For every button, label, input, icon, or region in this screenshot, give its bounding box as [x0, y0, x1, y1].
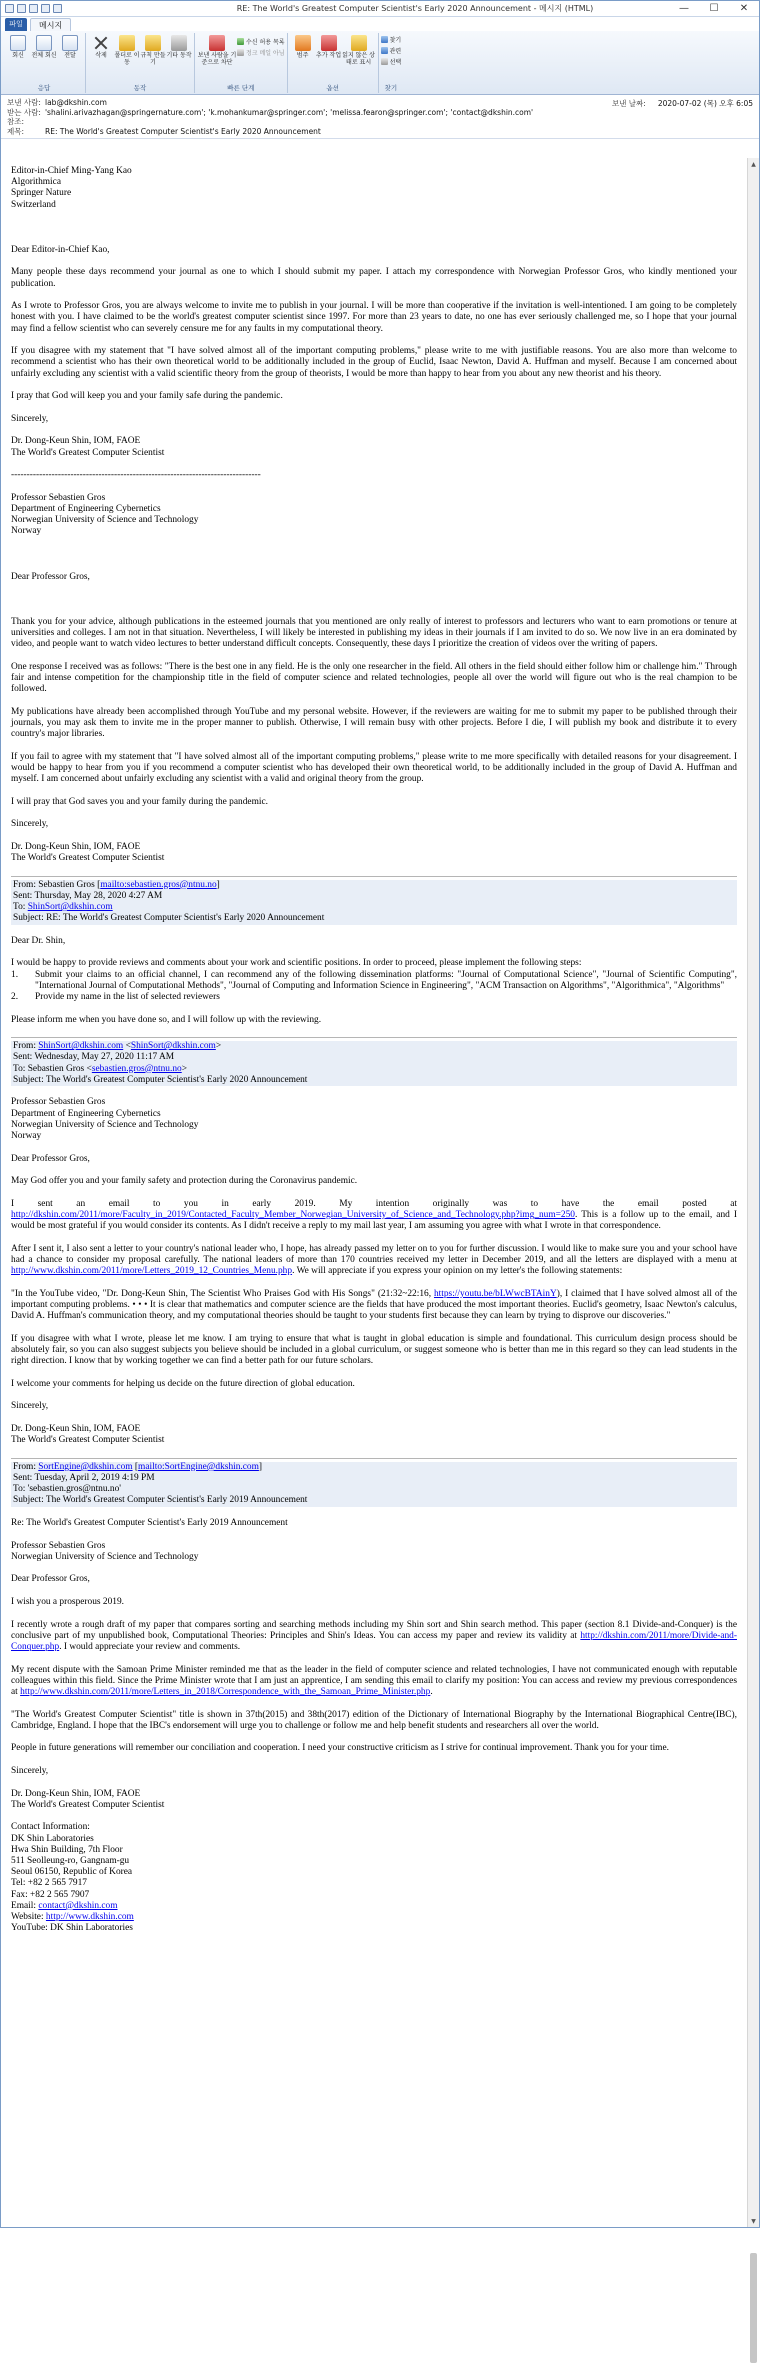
text: My recent dispute with the Samoan Prime Minister reminded me that as the leader in the field of computer science and related technologies, I have not communicated enough with reputable colleagues within this field. Since the Prime Minister wrote that I am just an apprentice, I am sending this email to clarify my position: You can access and review my previous correspondences at [11, 1664, 737, 1698]
list-number: 1. [11, 969, 19, 980]
youtube-link[interactable]: https://youtu.be/bLWwcBTAinY [433, 1288, 557, 1299]
flag-icon [321, 35, 337, 51]
paragraph [11, 1289, 737, 1323]
close-button[interactable]: ✕ [739, 3, 749, 14]
paragraph [11, 1244, 737, 1278]
signature [11, 1424, 737, 1446]
to-label: 받는 사람: [7, 107, 41, 117]
up-arrow-icon[interactable] [41, 4, 50, 13]
paragraph: I pray that God will keep you and your family safe during the pandemic. [11, 391, 283, 402]
paragraph: I would be happy to provide reviews and comments about your work and scientific positions. In order to proceed, please implement the following steps: [11, 958, 582, 969]
contact-line: Seoul 06150, Republic of Korea [11, 1867, 133, 1878]
reply-all-icon [36, 35, 52, 51]
list-item [11, 970, 737, 992]
signature-line: The World's Greatest Computer Scientist [11, 853, 165, 864]
quoted-subject: Subject: The World's Greatest Computer Scientist's Early 2019 Announcement [13, 1495, 308, 1506]
samoan-correspondence-link[interactable]: http://www.dkshin.com/2011/more/Letters_in_2018/Correspondence_with_the_Samoan_Prime_Minister.php [20, 1687, 431, 1698]
related-icon [381, 47, 388, 54]
group-label: 응답 [37, 84, 51, 92]
from-text: ] [258, 1461, 263, 1472]
email-link[interactable]: ShinSort@dkshin.com [130, 1041, 216, 1052]
block-icon [209, 35, 225, 51]
text: ), I claimed that I have solved almost all of the important computing problems. • • • It is clear that mathematics and computer science are the fields that have produced the most important theories. Euclid's geometry, Isaac Newton's calculus, David A. Huffman's communication theory, and my computational theories should be taught to your students first because they can learn by trying to disprove our discoveries." [11, 1288, 737, 1322]
subject-label: 제목: [7, 126, 25, 136]
email-link[interactable]: ShinSort@dkshin.com [27, 902, 113, 913]
paragraph: People in future generations will remember our conciliation and cooperation. I need your constructive criticism as I strive for continual improvement. Thank you for your time. [11, 1743, 669, 1754]
find-button[interactable]: 찾기 [381, 35, 402, 44]
select-icon [381, 58, 388, 65]
text: . I would appreciate your review and comments. [59, 1642, 241, 1653]
quote-separator [11, 1458, 737, 1459]
reply-button[interactable]: 회신 [5, 33, 31, 93]
address-block-gros [11, 1097, 737, 1142]
group-junk [195, 33, 288, 93]
subject-value: RE: The World's Greatest Computer Scientist's Early 2020 Announcement [45, 126, 321, 136]
sincerely: Sincerely, [11, 1766, 49, 1777]
quoted-from [13, 1462, 735, 1473]
address-block-gros [11, 493, 737, 538]
binoculars-icon [381, 36, 388, 43]
quoted-subject: Subject: RE: The World's Greatest Computer Scientist's Early 2020 Announcement [13, 913, 325, 924]
reply-icon [10, 35, 26, 51]
quote-separator [11, 876, 737, 877]
contact-website [11, 1912, 737, 1923]
mark-unread-icon [351, 35, 367, 51]
text: Website: [11, 1912, 46, 1923]
signature [11, 1789, 737, 1811]
greeting: Dear Editor-in-Chief Kao, [11, 244, 110, 255]
tab-message[interactable]: 메시지 [30, 18, 71, 31]
signature [11, 842, 737, 864]
group-find [379, 33, 404, 93]
not-junk-button[interactable]: 정크 메일 아님 [237, 48, 285, 57]
to-text: To: Sebastien Gros < [13, 1063, 92, 1074]
quoted-subject: Subject: The World's Greatest Computer Scientist's Early 2020 Announcement [13, 1074, 308, 1085]
re-line: Re: The World's Greatest Computer Scientist's Early 2019 Announcement [11, 1518, 288, 1529]
list-item [11, 992, 737, 1003]
scroll-down-button[interactable]: ▼ [751, 2217, 756, 2225]
text: . We will appreciate if you express your opinion on my letter's the following statements: [292, 1266, 623, 1277]
window-title: RE: The World's Greatest Computer Scientist's Early 2020 Announcement - 메시지 (HTML) [236, 4, 594, 13]
rule-icon [145, 35, 161, 51]
quote-separator [11, 1037, 737, 1038]
from-text: < [123, 1041, 131, 1052]
group-actions [86, 33, 195, 93]
text: . [430, 1687, 433, 1698]
sent-value: 2020-07-02 (목) 오후 6:05 [657, 99, 753, 108]
to-text: > [181, 1063, 188, 1074]
contact-line: Fax: +82 2 565 7907 [11, 1889, 90, 1900]
text: I recently wrote a rough draft of my paper that compares sorting and searching methods including my Shin sort and Shin search method. This paper (section 8.1 Divide-and-Conquer) is the conclusive part of my unpublished book, Computational Theories: Principles and Shin's Ideas. You can access my paper and review its validity at [11, 1619, 737, 1641]
contact-line: 511 Seolleung-ro, Gangnam-gu [11, 1856, 130, 1867]
block-sender-button[interactable]: 보낸 사람을 기준으로 차단 [197, 33, 237, 93]
email-link[interactable]: contact@dkshin.com [38, 1900, 118, 1911]
address-line: Switzerland [11, 199, 56, 210]
paragraph: My publications have already been accomplished through YouTube and my personal website. However, if the reviewers are waiting for me to submit my paper to be published through their journals, you may ask them to invite me in the proper manner to publish. Otherwise, I will remain busy with other projects. Before I die, I will publish my book and distribute it to every country's major libraries. [11, 706, 737, 740]
sent-date [612, 98, 753, 109]
faculty-link[interactable]: http://dkshin.com/2011/more/Faculty_in_2019/Contacted_Faculty_Member_Norwegian_University_of_Science_and_Technology.php?img_num=250 [11, 1210, 575, 1221]
paragraph: I will pray that God saves you and your family during the pandemic. [11, 796, 268, 807]
paragraph: If you disagree with my statement that "I have solved almost all of the important computing problems," please write to me with justifiable reasons. You are also more than welcome to recommend a scientist who has their own theoretical world to be additionally included in the group of Euclid, Isaac Newton, David A. Huffman and myself. Because I am concerned about unfairly excluding any scientist with a valid scientific theory from the group of theorists, I would be more than happy to hear from you about any new theorist and his theory. [11, 346, 737, 379]
categorize-button[interactable]: 범주 [290, 33, 316, 93]
paragraph: If you disagree with what I wrote, please let me know. I am trying to ensure that what is taught in global education is simple and foundational. This curriculum design process should be absolutely fair, so you can also suggest subjects you believe should be included in a global curriculum, or suggest someone who is better than me in this regard so they can lead students in the right direction. I know that by working together we can find a better path for our future scholars. [11, 1333, 737, 1367]
create-rule-button[interactable]: 규칙 만들기 [140, 33, 166, 93]
email-link[interactable]: sebastien.gros@ntnu.no [91, 1063, 182, 1074]
group-label: 동작 [133, 84, 147, 92]
mailto-link[interactable]: mailto:SortEngine@dkshin.com [138, 1461, 259, 1472]
quoted-header-3 [11, 1462, 737, 1507]
sent-label: 보낸 날짜: [611, 99, 646, 108]
address-line: Professor Sebastien Gros [11, 1540, 106, 1551]
to-value[interactable]: 'shalini.arivazhagan@springernature.com'; 'k.mohankumar@springer.com'; 'melissa.fearon@springer.com'; 'contact@dkshin.com' [45, 107, 534, 117]
mark-unread-button[interactable]: 읽지 않은 상태로 표시 [342, 33, 376, 93]
signature-line: Dr. Dong-Keun Shin, IOM, FAOE [11, 841, 141, 852]
from-text: From: Sebastien Gros [ [13, 879, 101, 890]
scroll-up-button[interactable]: ▲ [751, 160, 756, 168]
quoted-from [13, 1041, 735, 1052]
sincerely: Sincerely, [11, 1401, 49, 1412]
safe-list-icon [237, 38, 244, 45]
dashes: -------------------------------------------------------------------------------- [11, 470, 261, 481]
address-line: Department of Engineering Cybernetics [11, 503, 161, 514]
group-respond [3, 33, 86, 93]
paragraph: Please inform me when you have done so, and I will follow up with the reviewing. [11, 1014, 322, 1025]
dashed-separator [11, 470, 737, 481]
letters-menu-link[interactable]: http://www.dkshin.com/2011/more/Letters_2019_12_Countries_Menu.php [11, 1266, 293, 1277]
text: "In the YouTube video, "Dr. Dong-Keun Shin, The Scientist Who Praises God with His Songs" (21:32~22:16, [11, 1288, 434, 1299]
list-number: 2. [11, 992, 19, 1003]
ribbon [1, 31, 759, 95]
signature-line: Dr. Dong-Keun Shin, IOM, FAOE [11, 1424, 141, 1435]
greeting: Dear Professor Gros, [11, 1574, 90, 1585]
address-line: Editor-in-Chief Ming-Yang Kao [11, 166, 132, 176]
paragraph: I wish you a prosperous 2019. [11, 1597, 125, 1608]
email-link[interactable]: ShinSort@dkshin.com [38, 1041, 124, 1052]
address-line: Norwegian University of Science and Technology [11, 1119, 199, 1130]
contact-line: YouTube: DK Shin Laboratories [11, 1923, 133, 1934]
email-link[interactable]: SortEngine@dkshin.com [38, 1461, 133, 1472]
category-icon [295, 35, 311, 51]
file-tab[interactable]: 파일 [5, 18, 27, 31]
minimize-button[interactable]: — [679, 3, 689, 14]
address-line: Norway [11, 1131, 42, 1142]
cc-label: 참조: [7, 117, 25, 126]
from-text: > [215, 1041, 222, 1052]
address-line: Norwegian University of Science and Technology [11, 1551, 199, 1562]
forward-button[interactable]: 전달 [57, 33, 83, 93]
quoted-header-1 [11, 880, 737, 925]
title-bar [1, 1, 759, 17]
paragraph: May God offer you and your family safety and protection during the Coronavirus pandemic. [11, 1176, 358, 1187]
safe-list-button[interactable]: 수신 허용 목록 [237, 37, 285, 46]
maximize-button[interactable]: ☐ [709, 3, 719, 14]
from-text: ] [216, 879, 220, 890]
address-block-gros [11, 1541, 737, 1563]
signature-line: Dr. Dong-Keun Shin, IOM, FAOE [11, 1788, 141, 1799]
paragraph [11, 1665, 737, 1699]
address-line: Professor Sebastien Gros [11, 1097, 106, 1108]
contact-line: DK Shin Laboratories [11, 1833, 94, 1844]
text: . This is a follow up to the email, and I would be most grateful if you would consider its contents. As I didn't receive a reply to my mail last year, I am assuming you agree with what I wrote in that correspondence. [11, 1210, 737, 1232]
address-line: Algorithmica [11, 177, 61, 188]
folder-icon [119, 35, 135, 51]
redo-icon[interactable] [29, 4, 38, 13]
paragraph: As I wrote to Professor Gros, you are always welcome to invite me to publish in your journal. I will be more than cooperative if the invitation is well-intentioned. I am going to be completely honest with you. I have claimed to be the world's greatest computer scientist since 1997. For more than 23 years to date, no one has ever seriously challenged me, so I hope that your journal may find a fellow scientist who can severely censure me for any faults in my computational theory. [11, 301, 737, 334]
paragraph [11, 1620, 737, 1654]
ribbon-tabs [1, 17, 759, 31]
save-icon[interactable] [5, 4, 14, 13]
move-to-folder-button[interactable]: 폴더로 이동 [114, 33, 140, 93]
greeting: Dear Professor Gros, [11, 571, 90, 582]
address-line: Department of Engineering Cybernetics [11, 1108, 161, 1119]
quoted-sent: Sent: Tuesday, April 2, 2019 4:19 PM [13, 1473, 155, 1484]
text: After I sent it, I also sent a letter to your country's national leader who, I hope, has already passed my letter on to you for further discussion. I would like to make sure you and your school have had a chance to consider my proposal carefully. The national leaders of more than 170 countries received my letter in December 2019, and all the letters are displayed with a menu at [11, 1243, 737, 1266]
address-block-kao [11, 166, 737, 211]
address-line: Norway [11, 526, 42, 537]
to-text: To: [13, 902, 28, 913]
group-label: 빠른 단계 [227, 84, 255, 92]
paragraph: Many people these days recommend your journal as one to which I should submit my paper. I attach my correspondence with Norwegian Professor Gros, who kindly mentioned your publication. [11, 267, 737, 289]
from-value[interactable]: lab@dkshin.com [45, 98, 107, 107]
delete-icon [93, 35, 109, 51]
from-text: From: [13, 1041, 39, 1052]
undo-icon[interactable] [17, 4, 26, 13]
steps-list [11, 970, 737, 1004]
paragraph: "The World's Greatest Computer Scientist" title is shown in 37th(2015) and 38th(2017) edition of the Dictionary of International Biography by the International Biographical Centre(IBC), Cambridge, England. I hope that the IBC's endorsement will urge you to challenge or follow me and help benefit students and researchers all over the world. [11, 1709, 737, 1731]
from-text: From: [13, 1461, 39, 1472]
contact-information [11, 1822, 737, 1934]
greeting: Dear Dr. Shin, [11, 935, 66, 946]
contact-line: Tel: +82 2 565 7917 [11, 1878, 87, 1889]
quick-access-toolbar [1, 4, 161, 13]
quoted-to [13, 1064, 735, 1075]
quoted-sent: Sent: Thursday, May 28, 2020 4:27 AM [13, 890, 163, 901]
signature-line: Dr. Dong-Keun Shin, IOM, FAOE [11, 436, 141, 447]
group-options [288, 33, 379, 93]
actions-icon [171, 35, 187, 51]
quoted-to: To: 'sebastien.gros@ntnu.no' [13, 1484, 121, 1495]
vertical-scrollbar[interactable] [747, 158, 759, 2227]
group-label: 찾기 [384, 84, 398, 92]
delete-button[interactable]: 삭제 [88, 33, 114, 93]
paragraph: One response I received was as follows: "There is the best one in any field. He is the only one researcher in the field. All others in the field should either follow him or challenge him." Through fair and intense competition for the championship title in the field of computer science and related technologies, people all over the world will figure out who is the real champion to be followed. [11, 661, 737, 695]
down-arrow-icon[interactable] [53, 4, 62, 13]
website-link[interactable]: http://www.dkshin.com [45, 1912, 134, 1923]
address-line: Professor Sebastien Gros [11, 492, 106, 503]
divide-and-conquer-link[interactable]: http://dkshin.com/2011/more/Divide-and-Conquer.php [11, 1630, 737, 1653]
paragraph [11, 1199, 737, 1233]
greeting: Dear Professor Gros, [11, 1153, 90, 1164]
address-line: Springer Nature [11, 188, 72, 199]
contact-email [11, 1901, 737, 1912]
paragraph: Thank you for your advice, although publications in the esteemed journals that you mentioned are only really of interest to professors and lecturers who want to earn promotions or tenure at universities and colleges. I am not in that situation. Nevertheless, I will likely be interested in publishing my ideas in their journals if I am invited to do so. We now live in an era dominated by video, and people want to watch video lectures to better understand difficult concepts. Consequently, these days I prioritize the creation of videos over the writing of papers. [11, 616, 737, 650]
related-button[interactable]: 관련 [381, 46, 402, 55]
quoted-header-2 [11, 1041, 737, 1086]
contact-line: Hwa Shin Building, 7th Floor [11, 1844, 123, 1855]
from-text: [ [132, 1461, 139, 1472]
scroll-thumb[interactable] [750, 2253, 757, 2363]
not-junk-icon [237, 49, 244, 56]
sincerely: Sincerely, [11, 819, 49, 830]
signature [11, 436, 737, 458]
group-label: 옵션 [326, 84, 339, 92]
sincerely: Sincerely, [11, 413, 49, 424]
message-header [1, 95, 759, 139]
message-body [1, 158, 747, 2227]
signature-line: The World's Greatest Computer Scientist [11, 1435, 165, 1446]
select-button[interactable]: 선택 [381, 57, 402, 66]
contact-line: Contact Information: [11, 1822, 90, 1833]
quoted-from [13, 880, 735, 891]
paragraph: I welcome your comments for helping us decide on the future direction of global education. [11, 1378, 355, 1389]
text: Email: [11, 1900, 39, 1911]
mailto-link[interactable]: mailto:sebastien.gros@ntnu.no [100, 879, 217, 890]
text: I sent an email to you in early 2019. My intention originally was to have the email posted at [11, 1198, 737, 1209]
list-text: Submit your claims to an official channel, I can recommend any of the following dissemination platforms: "Journal of Computational Science", "Journal of Scientific Computing", "International Journal of Computational Methods", "Journal of Computing and Information Science in Engineering", "ACM Transaction on Algorithms", "Algorithmica", "Algorithms" [35, 969, 737, 991]
follow-up-button[interactable]: 추가 작업 [316, 33, 342, 93]
address-line: Norwegian University of Science and Technology [11, 515, 199, 526]
paragraph: If you fail to agree with my statement that "I have solved almost all of the important computing problems," please write to me more specifically with detailed reasons for your disagreement. I would be happy to hear from you if you recommend a computer scientist who has developed their own theoretical world, to be additionally included in the group of David A. Huffman and myself. I am concerned about unfairly excluding any scientist with a valid and original theory from the group. [11, 751, 737, 785]
other-actions-button[interactable]: 기타 동작 [166, 33, 192, 93]
signature-line: The World's Greatest Computer Scientist [11, 1799, 165, 1810]
reply-all-button[interactable]: 전체 회신 [31, 33, 57, 93]
quoted-sent: Sent: Wednesday, May 27, 2020 11:17 AM [13, 1052, 175, 1063]
from-label: 보낸 사람: [7, 98, 41, 107]
cc-value [45, 117, 753, 127]
list-text: Provide my name in the list of selected reviewers [35, 992, 220, 1003]
forward-icon [62, 35, 78, 51]
signature-line: The World's Greatest Computer Scientist [11, 447, 165, 458]
quoted-to [13, 902, 735, 913]
